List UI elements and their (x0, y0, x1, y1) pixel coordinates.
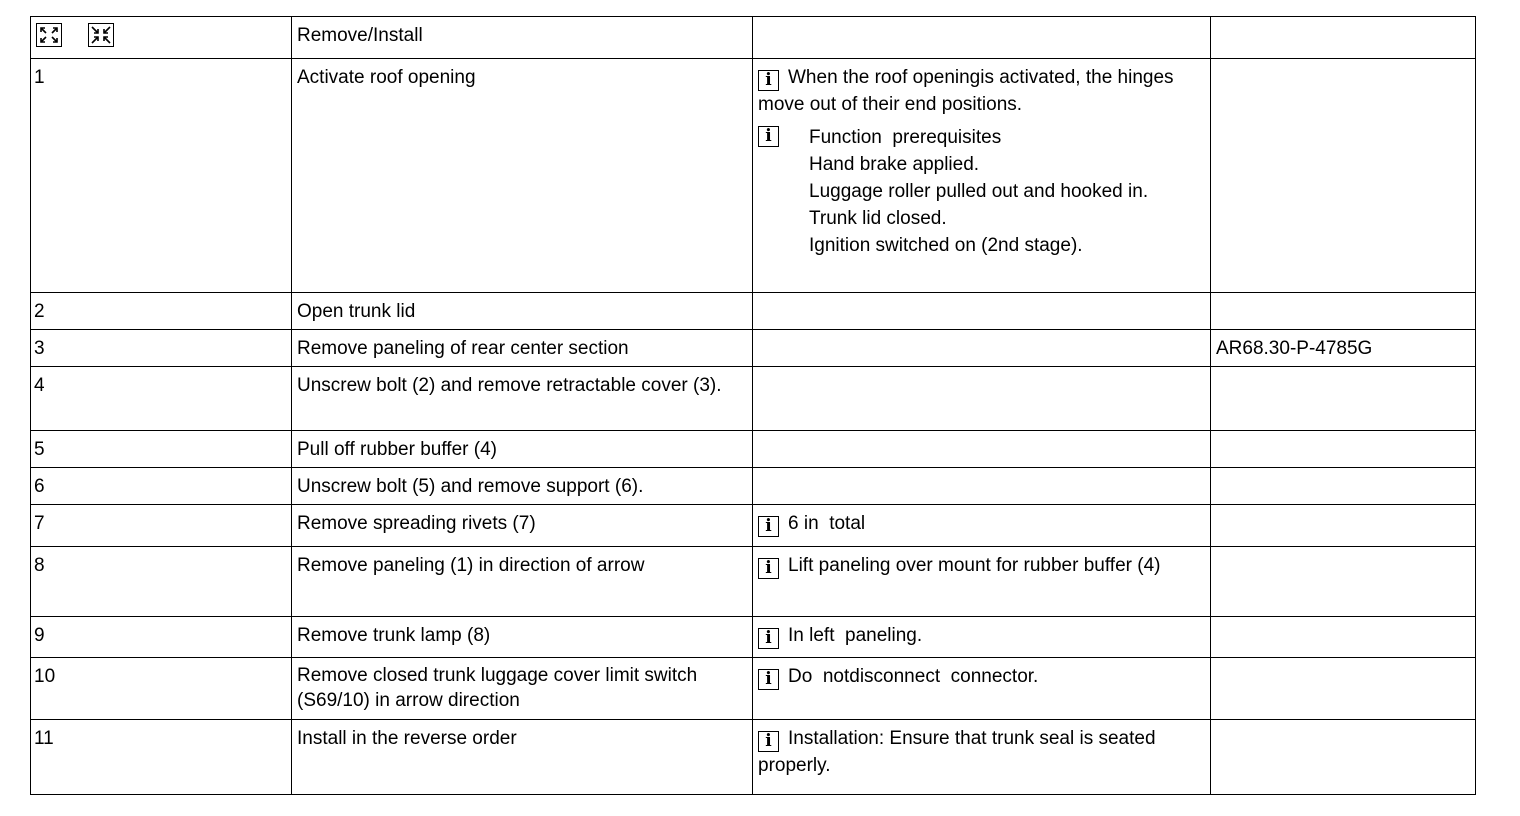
step-ref (1211, 505, 1476, 547)
step-note (753, 720, 1211, 795)
step-action: Unscrew bolt (2) and remove retractable cover (3). (292, 367, 753, 431)
step-ref-link[interactable]: AR68.30-P-4785G (1211, 330, 1476, 367)
step-note (753, 293, 1211, 330)
prereq-line: Hand brake applied. (809, 154, 980, 175)
table-row (31, 293, 1476, 330)
info-icon: i (758, 669, 779, 690)
info-icon: i (758, 558, 779, 579)
table-header-row (31, 17, 1476, 59)
step-number: 6 (31, 468, 292, 505)
step-ref (1211, 468, 1476, 505)
step-number: 8 (31, 547, 292, 617)
step-ref (1211, 547, 1476, 617)
step-action: Open trunk lid (292, 293, 753, 330)
info-icon: i (758, 731, 779, 752)
step-note (753, 617, 1211, 658)
step-number: 10 (31, 658, 292, 720)
note-text: Do notdisconnect connector. (788, 666, 1039, 687)
step-ref (1211, 658, 1476, 720)
step-action: Unscrew bolt (5) and remove support (6). (292, 468, 753, 505)
step-number: 3 (31, 330, 292, 367)
table-row (31, 505, 1476, 547)
info-icon: i (758, 628, 779, 649)
prereq-line: Luggage roller pulled out and hooked in. (809, 181, 1149, 202)
step-ref (1211, 59, 1476, 293)
expand-arrows-icon[interactable] (36, 23, 62, 47)
step-note (753, 658, 1211, 720)
info-icon: i (758, 516, 779, 537)
step-action: Remove closed trunk luggage cover limit switch (S69/10) in arrow direction (292, 658, 753, 720)
step-note (753, 367, 1211, 431)
prereq-line: Trunk lid closed. (809, 208, 947, 229)
step-number: 2 (31, 293, 292, 330)
step-action: Pull off rubber buffer (4) (292, 431, 753, 468)
step-action: Remove paneling (1) in direction of arrow (292, 547, 753, 617)
step-ref (1211, 431, 1476, 468)
step-action: Remove trunk lamp (8) (292, 617, 753, 658)
procedure-table (30, 16, 1476, 795)
header-ref-cell (1211, 17, 1476, 59)
step-action: Install in the reverse order (292, 720, 753, 795)
step-action: Remove spreading rivets (7) (292, 505, 753, 547)
step-note (753, 59, 1211, 293)
step-number: 1 (31, 59, 292, 293)
step-ref (1211, 293, 1476, 330)
prereq-title: Function prerequisites (809, 127, 1002, 148)
collapse-arrows-icon[interactable] (88, 23, 114, 47)
step-action: Activate roof opening (292, 59, 753, 293)
step-note (753, 505, 1211, 547)
header-note-cell (753, 17, 1211, 59)
table-row (31, 468, 1476, 505)
note-text: In left paneling. (788, 625, 923, 646)
table-row (31, 658, 1476, 720)
step-action: Remove paneling of rear center section (292, 330, 753, 367)
table-row (31, 720, 1476, 795)
table-row (31, 617, 1476, 658)
note-text: When the roof openingis activated, the hinges move out of their end positions. (758, 67, 1174, 115)
step-number: 4 (31, 367, 292, 431)
header-title: Remove/Install (292, 17, 753, 59)
step-ref (1211, 720, 1476, 795)
table-row (31, 367, 1476, 431)
step-ref (1211, 367, 1476, 431)
step-number: 11 (31, 720, 292, 795)
note-text: Lift paneling over mount for rubber buffer (4) (788, 555, 1161, 576)
table-row (31, 431, 1476, 468)
step-note (753, 330, 1211, 367)
step-number: 5 (31, 431, 292, 468)
note-text: 6 in total (788, 513, 866, 534)
header-icons-cell (31, 17, 292, 59)
info-icon: i (758, 70, 779, 91)
step-note (753, 431, 1211, 468)
info-icon: i (758, 126, 779, 147)
step-note (753, 468, 1211, 505)
step-note (753, 547, 1211, 617)
table-row (31, 330, 1476, 367)
note-text: Installation: Ensure that trunk seal is seated properly. (758, 728, 1156, 776)
table-row (31, 547, 1476, 617)
table-row (31, 59, 1476, 293)
step-number: 7 (31, 505, 292, 547)
step-number: 9 (31, 617, 292, 658)
step-ref (1211, 617, 1476, 658)
prereq-line: Ignition switched on (2nd stage). (809, 235, 1083, 256)
